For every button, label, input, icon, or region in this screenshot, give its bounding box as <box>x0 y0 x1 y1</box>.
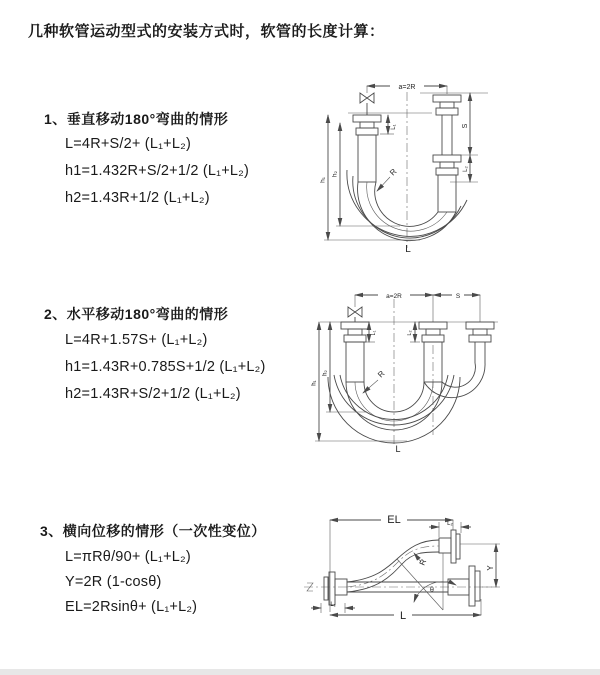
dim-label-theta: θ <box>430 587 434 594</box>
dim-label-y: Y <box>486 565 495 571</box>
dimension-l2 <box>429 521 471 537</box>
dim-label-r: R <box>417 557 429 567</box>
dim-label-length: L <box>405 244 411 255</box>
section1-formula-h2: h2=1.43R+1/2 (L₁+L₂) <box>65 190 210 206</box>
dim-label-h1: h₁ <box>311 380 318 386</box>
section3-formula-y: Y=2R (1-cosθ) <box>65 574 162 590</box>
page-title: 几种软管运动型式的安装方式时，软管的长度计算： <box>28 23 385 40</box>
valve-icon <box>348 295 362 322</box>
section1-formula-h1: h1=1.432R+S/2+1/2 (L₁+L₂) <box>65 163 250 179</box>
dimension-l1 <box>380 115 397 134</box>
braided-hose-left <box>358 135 376 182</box>
diagram-vertical-180-bend <box>320 70 495 255</box>
straight-pipe <box>304 582 492 592</box>
middle-flange <box>419 322 447 342</box>
dim-label-l2: L₂ <box>447 521 453 527</box>
dimension-h1 <box>312 322 320 441</box>
dimension-l1 <box>311 602 355 613</box>
dimension-a2r <box>355 290 433 300</box>
braided-hose-right <box>438 175 456 212</box>
diagram-horizontal-180-bend <box>312 283 517 455</box>
dim-label-l2: L₂ <box>463 166 469 172</box>
dim-label-r: R <box>376 368 387 380</box>
section3-formula-el: EL=2Rsinθ+ (L₁+L₂) <box>65 599 198 615</box>
dimension-h2 <box>332 123 341 226</box>
dim-label-length: L <box>399 610 407 622</box>
section1-formula-length: L=4R+S/2+ (L₁+L₂) <box>65 136 191 152</box>
dim-label-s: S <box>455 293 461 300</box>
dim-label-h2: h₂ <box>322 370 329 376</box>
section2-formula-h2: h2=1.43R+S/2+1/2 (L₁+L₂) <box>65 386 241 402</box>
section2-formula-h1: h1=1.43R+0.785S+1/2 (L₁+L₂) <box>65 359 266 375</box>
left-flange <box>324 572 347 605</box>
right-flange-lower <box>433 155 461 175</box>
dim-label-r: R <box>388 166 399 178</box>
section3-heading: 3、横向位移的情形（一次性变位） <box>40 523 266 539</box>
dim-label-el: EL <box>387 514 401 526</box>
dim-label-a2r: a=2R <box>398 84 416 91</box>
dimension-l2 <box>463 155 470 182</box>
dimension-s <box>433 290 480 300</box>
dim-label-h2: h₂ <box>331 170 339 178</box>
dim-label-length: L <box>395 444 401 454</box>
dim-label-l2: L₂ <box>407 330 413 336</box>
section3-formula-length: L=πRθ/90+ (L₁+L₂) <box>65 549 191 565</box>
dimension-length <box>330 599 481 622</box>
right-flange <box>448 566 480 606</box>
left-flange <box>353 115 381 135</box>
page-bottom-edge <box>0 669 600 675</box>
diagram-lateral-displacement <box>296 500 596 650</box>
dimension-h2 <box>323 322 331 412</box>
dim-label-l1: L₁ <box>391 124 397 130</box>
dimension-el <box>330 512 453 526</box>
section2-heading: 2、水平移动180°弯曲的情形 <box>44 306 229 322</box>
dim-label-a2r: a=2R <box>386 293 402 300</box>
dimension-s <box>462 93 470 155</box>
section1-heading: 1、垂直移动180°弯曲的情形 <box>44 111 229 127</box>
dim-label-l1: L₁ <box>371 330 377 336</box>
dimension-h1 <box>320 115 329 240</box>
left-flange <box>341 322 369 342</box>
dim-label-s: S <box>462 123 469 129</box>
right-flange <box>466 322 494 342</box>
dim-label-h1: h₁ <box>319 177 327 183</box>
valve-icon <box>360 86 374 115</box>
dimension-l2 <box>407 322 420 342</box>
dim-label-l1: L₁ <box>330 602 336 608</box>
right-flange-upper <box>433 95 461 115</box>
section2-formula-length: L=4R+1.57S+ (L₁+L₂) <box>65 332 208 348</box>
upper-flange <box>439 530 460 563</box>
braided-hose-left <box>346 342 364 382</box>
